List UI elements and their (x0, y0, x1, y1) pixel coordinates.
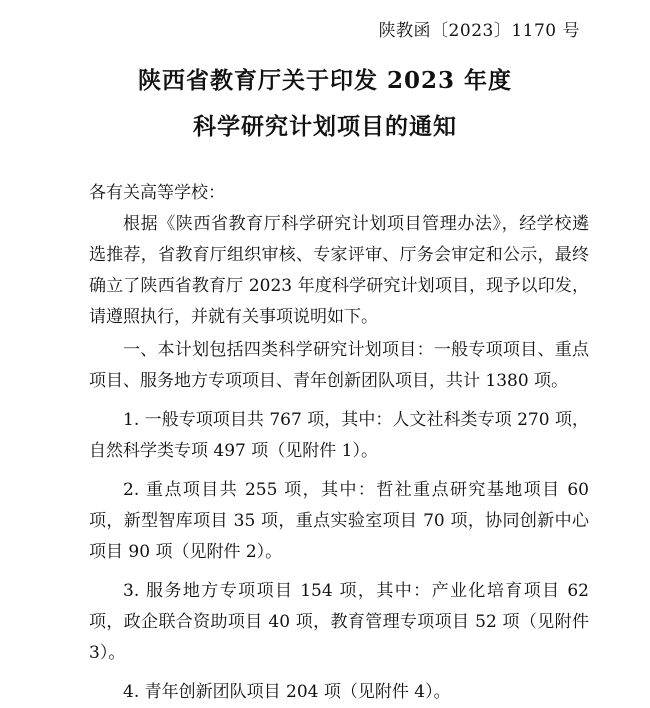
paragraph-item-1: 1. 一般专项项目共 767 项，其中：人文社科类专项 270 项，自然科学类专项 497 项（见附件 1）。 (89, 410, 589, 461)
paragraph-section-one: 一、本计划包括四类科学研究计划项目：一般专项项目、重点项目、服务地方专项项目、青年创新团队项目，共计 1380 项。 (89, 340, 589, 391)
document-title-line2: 科学研究计划项目的通知 (193, 113, 457, 140)
document-title-line1: 陕西省教育厅关于印发 2023 年度 (137, 67, 513, 94)
paragraph-item-3: 3. 服务地方专项项目 154 项，其中：产业化培育项目 62 项，政企联合资助项目 40 项，教育管理专项项目 52 项（见附件 3）。 (89, 581, 589, 663)
salutation: 各有关高等学校： (89, 183, 225, 203)
document-number: 陕教函〔2023〕1170 号 (378, 21, 580, 41)
document-body (89, 178, 589, 708)
paragraph-item-4: 4. 青年创新团队项目 204 项（见附件 4）。 (123, 682, 451, 702)
paragraph-item-2: 2. 重点项目共 255 项，其中：哲社重点研究基地项目 60 项，新型智库项目 35 项，重点实验室项目 70 项，协同创新中心项目 90 项（见附件 2）。 (89, 480, 589, 562)
paragraph-intro: 根据《陕西省教育厅科学研究计划项目管理办法》，经学校遴选推荐，省教育厅组织审核、专家评审、厅务会审定和公示，最终确立了陕西省教育厅 2023 年度科学研究计划项目，现予以印发，请遵照执行，并就有关事项说明如下。 (89, 214, 589, 327)
